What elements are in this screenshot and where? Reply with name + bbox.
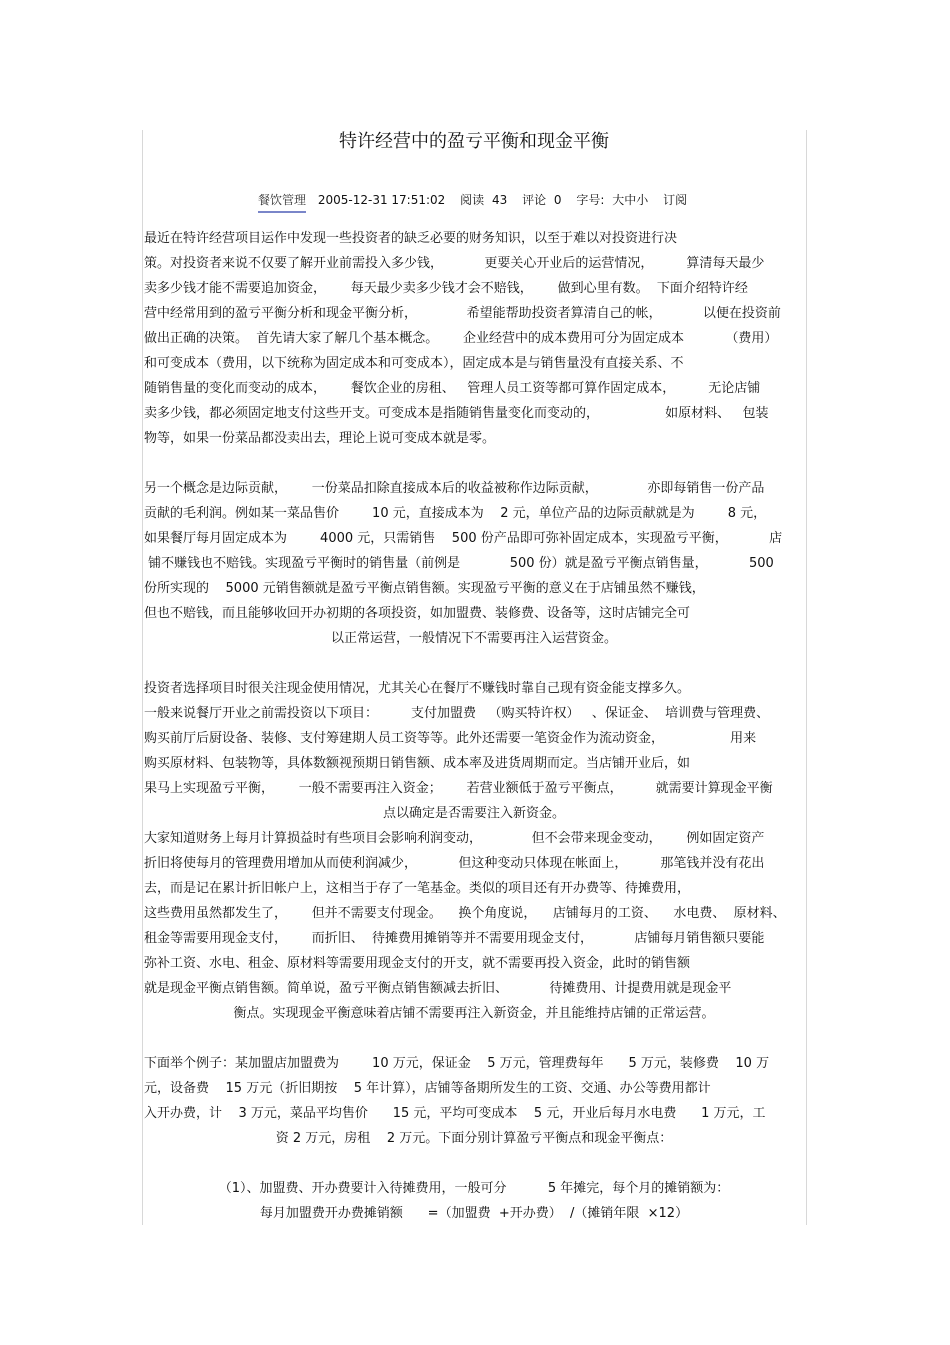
article-line: 衡点。实现现金平衡意味着店铺不需要再注入新资金，并且能维持店铺的正常运营。 xyxy=(233,1006,715,1021)
paragraph-gap xyxy=(144,1151,804,1176)
article-line: 这些费用虽然都发生了， 但并不需要支付现金。 换个角度说， 店铺每月的工资、 水电费、 原材料、 xyxy=(144,906,786,921)
article-line: 就是现金平衡点销售额。简单说，盈亏平衡点销售额减去折旧、 待摊费用、计提费用就是现金平 xyxy=(144,981,732,996)
article-line: 和可变成本（费用，以下统称为固定成本和可变成本），固定成本是与销售量没有直接关系、不 xyxy=(144,356,684,371)
article-line: 物等，如果一份菜品都没卖出去，理论上说可变成本就是零。 xyxy=(144,431,496,446)
article-meta xyxy=(258,191,698,211)
article-body xyxy=(144,226,804,1226)
article-line: 份所实现的 5000 元销售额就是盈亏平衡点销售额。实现盈亏平衡的意义在于店铺虽然不赚钱， xyxy=(144,581,705,596)
article-line: 最近在特许经营项目运作中发现一些投资者的缺乏必要的财务知识，以至于难以对投资进行决 xyxy=(144,231,678,246)
article-line: 租金等需要用现金支付， 而折旧、 待摊费用摊销等并不需要用现金支付， 店铺每月销售额只要能 xyxy=(144,931,765,946)
category-link[interactable]: 餐饮管理 xyxy=(258,191,306,213)
article-line: 点以确定是否需要注入新资金。 xyxy=(382,806,565,821)
article-line: 投资者选择项目时很关注现金使用情况，尤其关心在餐厅不赚钱时靠自己现有资金能支撑多久。 xyxy=(144,681,691,696)
article-title: 特许经营中的盈亏平衡和现金平衡 xyxy=(339,131,609,152)
article-line: 资 2 万元，房租 2 万元。下面分别计算盈亏平衡点和现金平衡点： xyxy=(275,1131,673,1146)
article-line: 一般来说餐厅开业之前需投资以下项目： 支付加盟费 （购买特许权） 、保证金、 培训费与管理费、 xyxy=(144,706,770,721)
article-line: （1）、加盟费、开办费要计入待摊费用，一般可分 5 年摊完，每个月的摊销额为： xyxy=(218,1181,730,1196)
article-line: 下面举个例子：某加盟店加盟费为 10 万元，保证金 5 万元，管理费每年 5 万元，装修费 10 万 xyxy=(144,1056,770,1071)
article-line: 但也不赔钱，而且能够收回开办初期的各项投资，如加盟费、装修费、设备等，这时店铺完全可 xyxy=(144,606,691,621)
paragraph-gap xyxy=(144,451,804,476)
comments-count: 0 xyxy=(553,193,562,207)
article-line: 大家知道财务上每月计算损益时有些项目会影响利润变动， 但不会带来现金变动， 例如固定资产 xyxy=(144,831,765,846)
paragraph-gap xyxy=(144,651,804,676)
article-line: 营中经常用到的盈亏平衡分析和现金平衡分析， 希望能帮助投资者算清自己的帐， 以便在投资前 xyxy=(144,306,781,321)
article-line: 去，而是记在累计折旧帐户上，这相当于存了一笔基金。类似的项目还有开办费等、待摊费用， xyxy=(144,881,691,896)
article-line: 入开办费，计 3 万元，菜品平均售价 15 元，平均可变成本 5 元，开业后每月水电费 1 万元，工 xyxy=(144,1106,766,1121)
article-line: 元，设备费 15 万元（折旧期按 5 年计算），店铺等备期所发生的工资、交通、办公等费用都计 xyxy=(144,1081,711,1096)
article-line: 购买前厅后厨设备、装修、支付筹建期人员工资等等。此外还需要一笔资金作为流动资金， 用来 xyxy=(144,731,757,746)
article-line: 另一个概念是边际贡献， 一份菜品扣除直接成本后的收益被称作边际贡献， 亦即每销售一份产品 xyxy=(144,481,765,496)
article-line: 折旧将使每月的管理费用增加从而使利润减少， 但这种变动只体现在帐面上， 那笔钱并没有花出 xyxy=(144,856,765,871)
article-line: 弥补工资、水电、租金、原材料等需要用现金支付的开支，就不需要再投入资金，此时的销售额 xyxy=(144,956,691,971)
article-line: 随销售量的变化而变动的成本， 餐饮企业的房租、 管理人员工资等都可算作固定成本， 无论店铺 xyxy=(144,381,761,396)
subscribe-link[interactable]: 订阅 xyxy=(663,193,688,207)
article-line: 做出正确的决策。 首先请大家了解几个基本概念。 企业经营中的成本费用可分为固定成本 （费用） xyxy=(144,331,778,346)
font-size-label: 字号: xyxy=(576,193,605,207)
article-line: 以正常运营，一般情况下不需要再注入运营资金。 xyxy=(330,631,617,646)
article-left-border xyxy=(142,130,143,1225)
post-datetime: 2005-12-31 17:51:02 xyxy=(317,193,446,207)
paragraph-gap xyxy=(144,1026,804,1051)
article-line: 策。对投资者来说不仅要了解开业前需投入多少钱， 更要关心开业后的运营情况， 算清每天最少 xyxy=(144,256,765,271)
article-line: 购买原材料、包装物等，具体数额视预期日销售额、成本率及进货周期而定。当店铺开业后，如 xyxy=(144,756,691,771)
article-line: 如果餐厅每月固定成本为 4000 元，只需销售 500 份产品即可弥补固定成本，实现盈亏平衡， 店 xyxy=(144,531,783,546)
font-size-options[interactable]: 大中小 xyxy=(612,193,649,207)
article-line: 果马上实现盈亏平衡， 一般不需要再注入资金； 若营业额低于盈亏平衡点， 就需要计算现金平衡 xyxy=(144,781,773,796)
article-right-border xyxy=(806,130,807,1225)
reads-label: 阅读 xyxy=(460,193,485,207)
article-line: 卖多少钱，都必须固定地支付这些开支。可变成本是指随销售量变化而变动的， 如原材料、 包装 xyxy=(144,406,769,421)
reads-count: 43 xyxy=(491,193,508,207)
article-line: 每月加盟费开办费摊销额 =（加盟费 +开办费） /（摊销年限 ×12） xyxy=(259,1206,689,1221)
article-line: 卖多少钱才能不需要追加资金， 每天最少卖多少钱才会不赔钱， 做到心里有数。 下面介绍特许经 xyxy=(144,281,748,296)
article-line: 铺不赚钱也不赔钱。实现盈亏平衡时的销售量（前例是 500 份）就是盈亏平衡点销售量， 500 xyxy=(144,556,774,571)
article-line: 贡献的毛利润。例如某一菜品售价 10 元，直接成本为 2 元，单位产品的边际贡献就是为 8 元， xyxy=(144,506,767,521)
comments-label[interactable]: 评论 xyxy=(522,193,547,207)
